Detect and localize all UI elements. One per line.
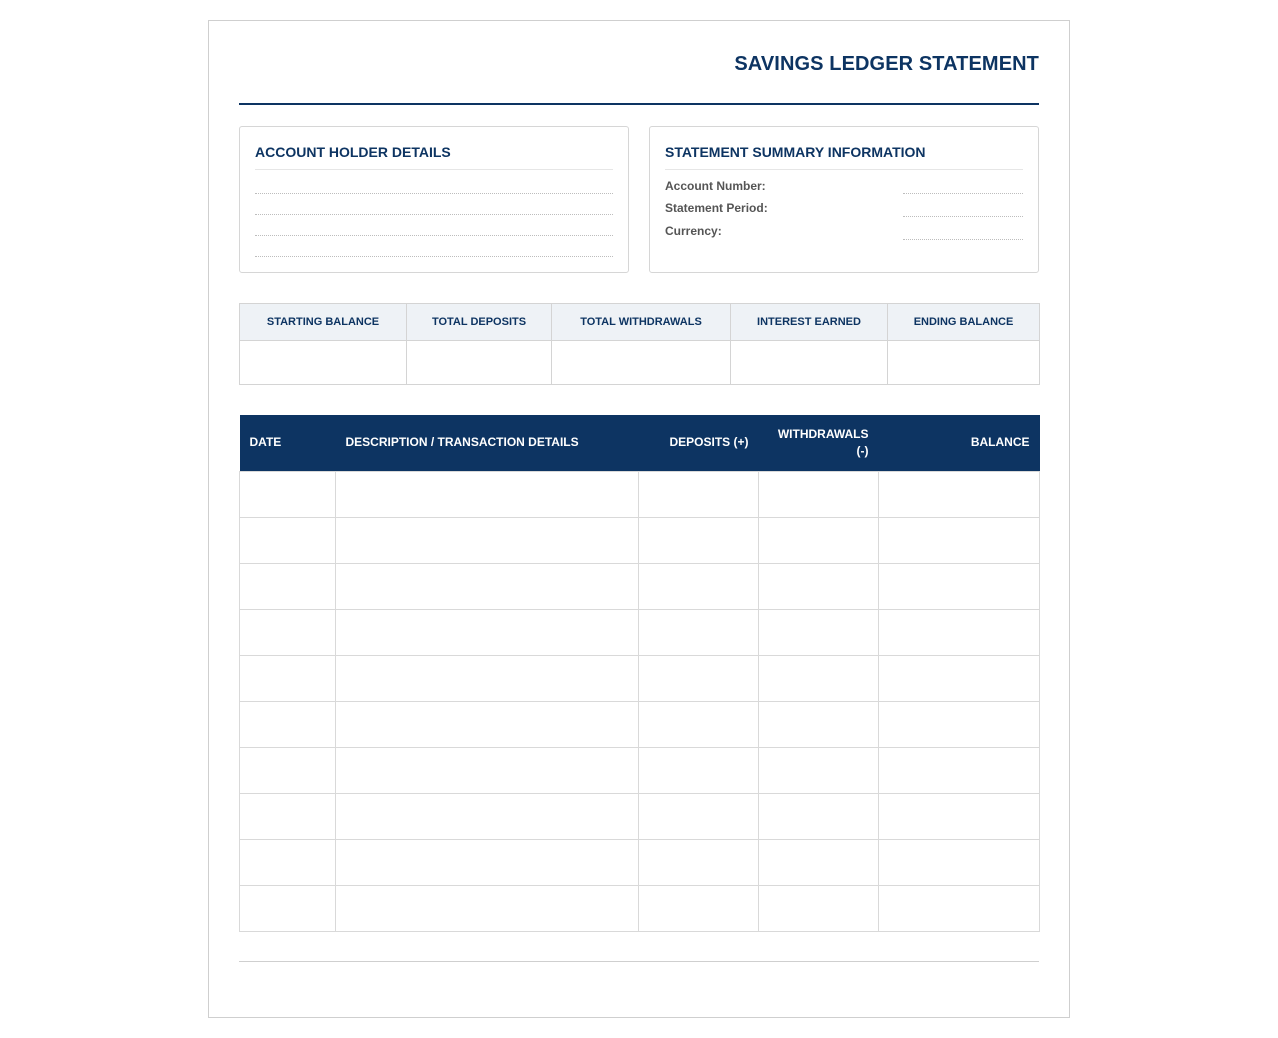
balance-cell[interactable] xyxy=(879,517,1040,563)
deposit-cell[interactable] xyxy=(639,701,759,747)
deposit-cell[interactable] xyxy=(639,517,759,563)
withdrawal-cell[interactable] xyxy=(759,563,879,609)
description-cell[interactable] xyxy=(336,839,639,885)
table-row xyxy=(240,655,1040,701)
account-holder-line-3[interactable] xyxy=(255,235,613,236)
currency-label: Currency: xyxy=(665,224,722,238)
page-title: SAVINGS LEDGER STATEMENT xyxy=(734,53,1039,75)
account-holder-heading: ACCOUNT HOLDER DETAILS xyxy=(255,144,613,170)
account-holder-box xyxy=(239,126,629,273)
statement-period-field[interactable] xyxy=(903,216,1023,217)
date-cell[interactable] xyxy=(240,609,336,655)
table-row xyxy=(240,885,1040,931)
footer-divider xyxy=(239,961,1039,962)
date-column-header: DATE xyxy=(240,415,336,471)
ledger-body xyxy=(240,471,1040,931)
balance-cell[interactable] xyxy=(879,747,1040,793)
withdrawal-cell[interactable] xyxy=(759,517,879,563)
withdrawal-cell[interactable] xyxy=(759,701,879,747)
balance-column-header: BALANCE xyxy=(879,415,1040,471)
account-number-label: Account Number: xyxy=(665,179,766,193)
withdrawal-cell[interactable] xyxy=(759,793,879,839)
account-holder-line-1[interactable] xyxy=(255,193,613,194)
starting-balance-header: STARTING BALANCE xyxy=(240,304,407,341)
table-row xyxy=(240,747,1040,793)
description-cell[interactable] xyxy=(336,747,639,793)
table-row xyxy=(240,839,1040,885)
table-row xyxy=(240,563,1040,609)
total-deposits-header: TOTAL DEPOSITS xyxy=(407,304,552,341)
statement-summary-heading: STATEMENT SUMMARY INFORMATION xyxy=(665,144,1023,170)
date-cell[interactable] xyxy=(240,885,336,931)
total-withdrawals-cell[interactable] xyxy=(552,341,731,385)
account-number-field[interactable] xyxy=(903,193,1023,194)
deposit-cell[interactable] xyxy=(639,885,759,931)
deposit-cell[interactable] xyxy=(639,839,759,885)
description-cell[interactable] xyxy=(336,609,639,655)
table-row xyxy=(240,701,1040,747)
table-row xyxy=(240,793,1040,839)
balance-cell[interactable] xyxy=(879,609,1040,655)
balance-cell[interactable] xyxy=(879,885,1040,931)
balance-summary-table xyxy=(239,303,1040,385)
statement-summary-box xyxy=(649,126,1039,273)
ledger-header-row xyxy=(240,415,1040,471)
starting-balance-cell[interactable] xyxy=(240,341,407,385)
total-withdrawals-header: TOTAL WITHDRAWALS xyxy=(552,304,731,341)
withdrawals-header-line-2: (-) xyxy=(856,443,869,458)
balance-cell[interactable] xyxy=(879,655,1040,701)
description-cell[interactable] xyxy=(336,517,639,563)
table-row xyxy=(240,517,1040,563)
withdrawal-cell[interactable] xyxy=(759,609,879,655)
interest-earned-header: INTEREST EARNED xyxy=(731,304,888,341)
balance-summary-value-row xyxy=(240,341,1040,385)
account-holder-line-2[interactable] xyxy=(255,214,613,215)
statement-page xyxy=(208,20,1070,1018)
title-divider xyxy=(239,103,1039,105)
withdrawals-column-header xyxy=(759,415,879,471)
description-cell[interactable] xyxy=(336,793,639,839)
description-cell[interactable] xyxy=(336,885,639,931)
account-holder-line-4[interactable] xyxy=(255,256,613,257)
withdrawal-cell[interactable] xyxy=(759,471,879,517)
balance-cell[interactable] xyxy=(879,563,1040,609)
date-cell[interactable] xyxy=(240,793,336,839)
interest-earned-cell[interactable] xyxy=(731,341,888,385)
balance-cell[interactable] xyxy=(879,471,1040,517)
withdrawal-cell[interactable] xyxy=(759,747,879,793)
table-row xyxy=(240,471,1040,517)
description-cell[interactable] xyxy=(336,471,639,517)
description-cell[interactable] xyxy=(336,701,639,747)
withdrawal-cell[interactable] xyxy=(759,655,879,701)
ending-balance-header: ENDING BALANCE xyxy=(888,304,1040,341)
withdrawal-cell[interactable] xyxy=(759,839,879,885)
deposit-cell[interactable] xyxy=(639,747,759,793)
withdrawal-cell[interactable] xyxy=(759,885,879,931)
table-row xyxy=(240,609,1040,655)
description-cell[interactable] xyxy=(336,655,639,701)
date-cell[interactable] xyxy=(240,563,336,609)
date-cell[interactable] xyxy=(240,517,336,563)
balance-cell[interactable] xyxy=(879,793,1040,839)
currency-field[interactable] xyxy=(903,239,1023,240)
date-cell[interactable] xyxy=(240,839,336,885)
statement-period-label: Statement Period: xyxy=(665,201,768,215)
date-cell[interactable] xyxy=(240,655,336,701)
deposit-cell[interactable] xyxy=(639,471,759,517)
total-deposits-cell[interactable] xyxy=(407,341,552,385)
deposit-cell[interactable] xyxy=(639,655,759,701)
date-cell[interactable] xyxy=(240,471,336,517)
deposit-cell[interactable] xyxy=(639,563,759,609)
deposit-cell[interactable] xyxy=(639,793,759,839)
ending-balance-cell[interactable] xyxy=(888,341,1040,385)
deposit-cell[interactable] xyxy=(639,609,759,655)
balance-summary-header-row xyxy=(240,304,1040,341)
deposits-column-header: DEPOSITS (+) xyxy=(639,415,759,471)
balance-cell[interactable] xyxy=(879,839,1040,885)
description-column-header: DESCRIPTION / TRANSACTION DETAILS xyxy=(336,415,639,471)
date-cell[interactable] xyxy=(240,747,336,793)
balance-cell[interactable] xyxy=(879,701,1040,747)
date-cell[interactable] xyxy=(240,701,336,747)
description-cell[interactable] xyxy=(336,563,639,609)
withdrawals-header-line-1: WITHDRAWALS xyxy=(777,426,869,441)
transaction-ledger-table xyxy=(239,415,1040,932)
